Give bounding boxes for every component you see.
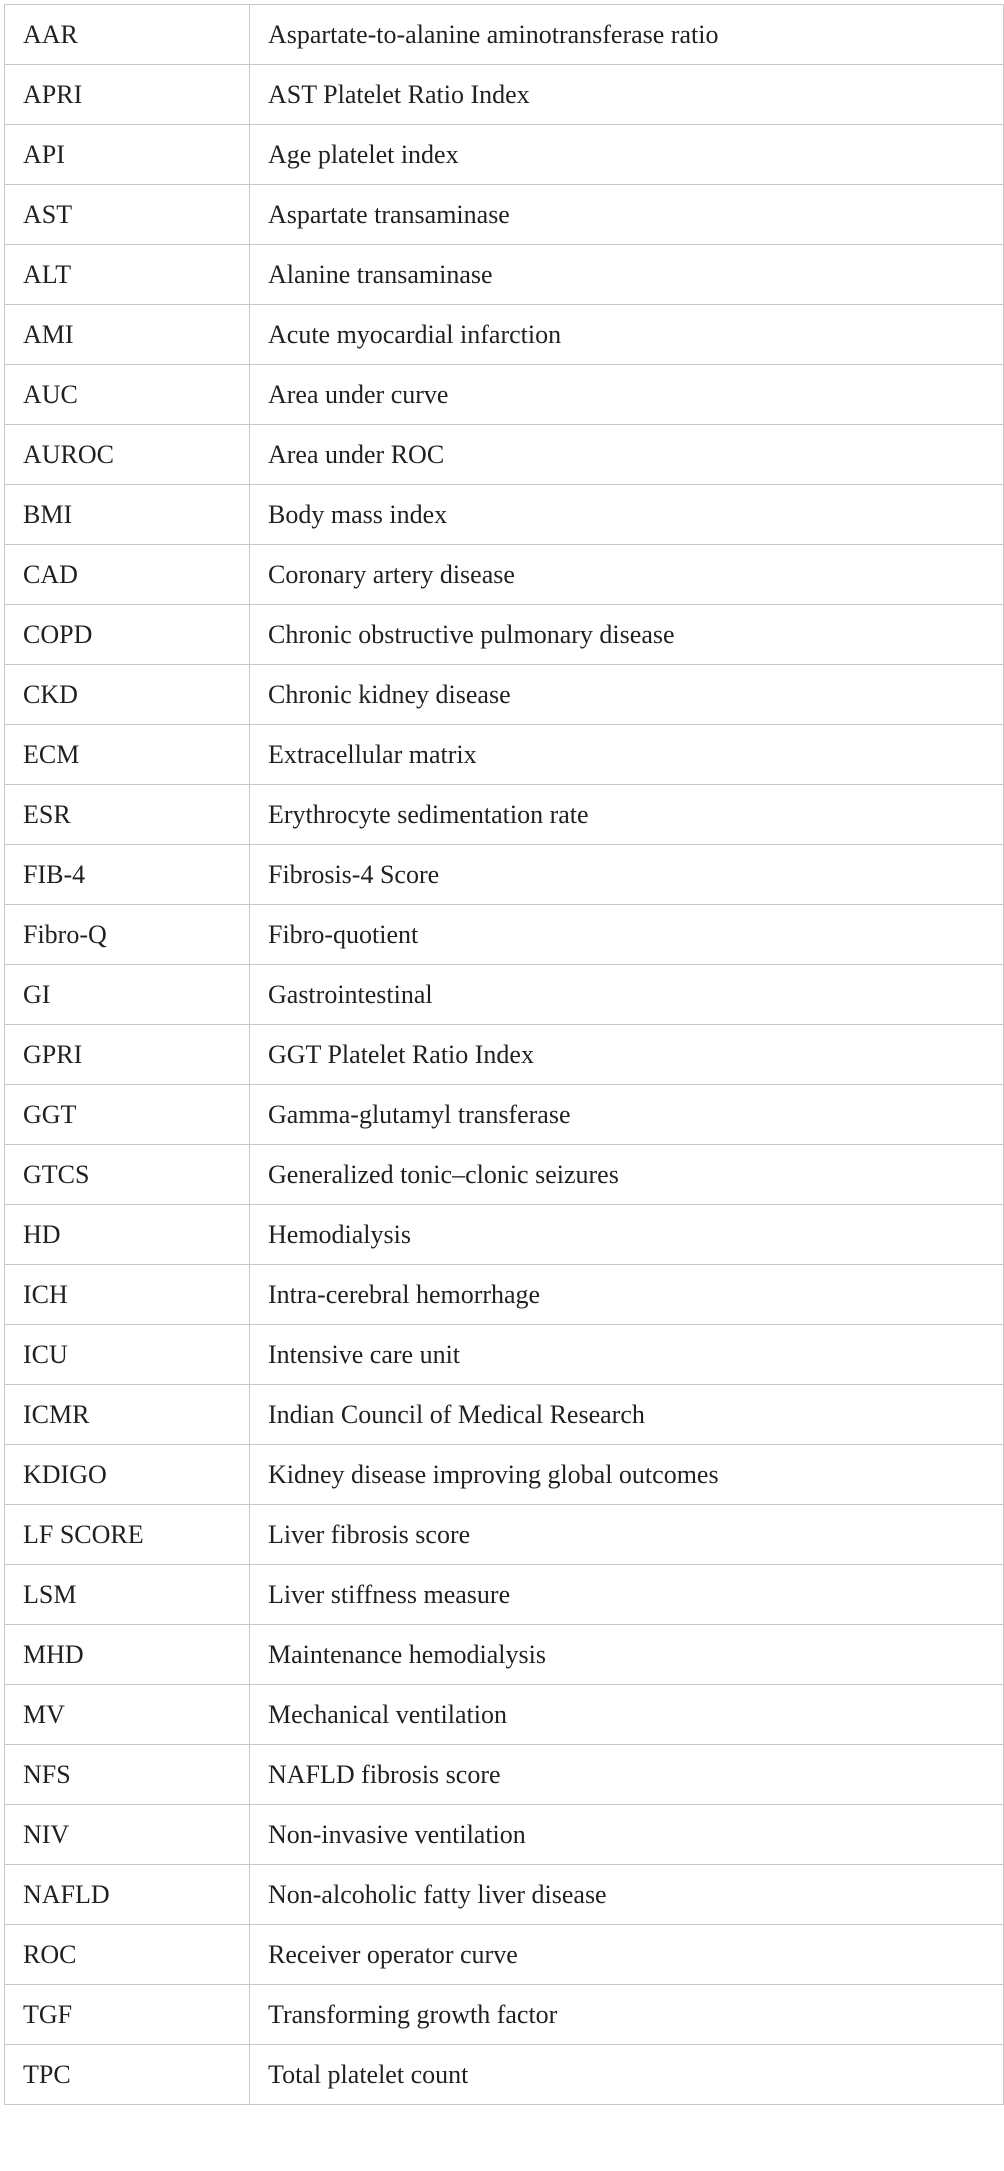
table-row [5, 1985, 1004, 2045]
table-row [5, 125, 1004, 185]
table-row [5, 1145, 1004, 1205]
table-row [5, 305, 1004, 365]
table-row [5, 1565, 1004, 1625]
table-row [5, 1265, 1004, 1325]
abbreviation-cell: GTCS [5, 1145, 250, 1205]
table-row [5, 1325, 1004, 1385]
table-row [5, 665, 1004, 725]
definition-cell: Generalized tonic–clonic seizures [250, 1145, 1004, 1205]
definition-cell: Aspartate transaminase [250, 185, 1004, 245]
abbreviation-cell: ROC [5, 1925, 250, 1985]
abbreviation-cell: NAFLD [5, 1865, 250, 1925]
definition-cell: Fibrosis-4 Score [250, 845, 1004, 905]
table-row [5, 785, 1004, 845]
table-row [5, 1085, 1004, 1145]
abbreviation-cell: NFS [5, 1745, 250, 1805]
abbreviation-cell: BMI [5, 485, 250, 545]
table-row [5, 1505, 1004, 1565]
table-row [5, 2045, 1004, 2105]
definition-cell: Intensive care unit [250, 1325, 1004, 1385]
abbreviation-cell: FIB-4 [5, 845, 250, 905]
definition-cell: Gamma-glutamyl transferase [250, 1085, 1004, 1145]
definition-cell: Acute myocardial infarction [250, 305, 1004, 365]
definition-cell: Non-invasive ventilation [250, 1805, 1004, 1865]
table-row [5, 1625, 1004, 1685]
table-row [5, 545, 1004, 605]
definition-cell: Total platelet count [250, 2045, 1004, 2105]
abbreviation-cell: KDIGO [5, 1445, 250, 1505]
definition-cell: Body mass index [250, 485, 1004, 545]
definition-cell: Intra-cerebral hemorrhage [250, 1265, 1004, 1325]
abbreviation-cell: ICMR [5, 1385, 250, 1445]
abbreviation-cell: AUROC [5, 425, 250, 485]
abbreviation-cell: COPD [5, 605, 250, 665]
table-row [5, 365, 1004, 425]
abbreviation-cell: MHD [5, 1625, 250, 1685]
abbreviation-cell: GGT [5, 1085, 250, 1145]
definition-cell: Aspartate-to-alanine aminotransferase ratio [250, 5, 1004, 65]
abbreviation-cell: ICU [5, 1325, 250, 1385]
abbreviation-cell: AAR [5, 5, 250, 65]
definition-cell: NAFLD fibrosis score [250, 1745, 1004, 1805]
abbreviation-cell: AST [5, 185, 250, 245]
definition-cell: GGT Platelet Ratio Index [250, 1025, 1004, 1085]
definition-cell: Coronary artery disease [250, 545, 1004, 605]
definition-cell: Mechanical ventilation [250, 1685, 1004, 1745]
abbreviation-cell: NIV [5, 1805, 250, 1865]
abbreviation-cell: LSM [5, 1565, 250, 1625]
definition-cell: Area under curve [250, 365, 1004, 425]
table-row [5, 1925, 1004, 1985]
abbreviation-cell: API [5, 125, 250, 185]
abbreviation-cell: AUC [5, 365, 250, 425]
table-row [5, 1685, 1004, 1745]
abbreviation-cell: LF SCORE [5, 1505, 250, 1565]
abbreviation-cell: ECM [5, 725, 250, 785]
definition-cell: Alanine transaminase [250, 245, 1004, 305]
abbreviation-cell: ESR [5, 785, 250, 845]
abbreviation-cell: CKD [5, 665, 250, 725]
abbreviation-cell: CAD [5, 545, 250, 605]
definition-cell: AST Platelet Ratio Index [250, 65, 1004, 125]
abbreviation-cell: HD [5, 1205, 250, 1265]
abbreviation-cell: Fibro-Q [5, 905, 250, 965]
abbreviation-cell: ALT [5, 245, 250, 305]
definition-cell: Chronic obstructive pulmonary disease [250, 605, 1004, 665]
table-row [5, 5, 1004, 65]
table-row [5, 425, 1004, 485]
abbreviation-cell: GI [5, 965, 250, 1025]
table-row [5, 485, 1004, 545]
table-row [5, 725, 1004, 785]
definition-cell: Extracellular matrix [250, 725, 1004, 785]
definition-cell: Fibro-quotient [250, 905, 1004, 965]
definition-cell: Gastrointestinal [250, 965, 1004, 1025]
abbreviations-table-body [5, 5, 1004, 2105]
definition-cell: Maintenance hemodialysis [250, 1625, 1004, 1685]
definition-cell: Kidney disease improving global outcomes [250, 1445, 1004, 1505]
table-row [5, 1385, 1004, 1445]
table-row [5, 605, 1004, 665]
abbreviation-cell: TPC [5, 2045, 250, 2105]
table-row [5, 1745, 1004, 1805]
abbreviation-cell: ICH [5, 1265, 250, 1325]
abbreviation-cell: APRI [5, 65, 250, 125]
table-row [5, 1865, 1004, 1925]
definition-cell: Transforming growth factor [250, 1985, 1004, 2045]
table-row [5, 185, 1004, 245]
abbreviations-table [4, 4, 1004, 2105]
definition-cell: Indian Council of Medical Research [250, 1385, 1004, 1445]
table-row [5, 1805, 1004, 1865]
table-row [5, 905, 1004, 965]
definition-cell: Non-alcoholic fatty liver disease [250, 1865, 1004, 1925]
table-row [5, 845, 1004, 905]
definition-cell: Age platelet index [250, 125, 1004, 185]
definition-cell: Hemodialysis [250, 1205, 1004, 1265]
abbreviation-cell: TGF [5, 1985, 250, 2045]
table-row [5, 65, 1004, 125]
definition-cell: Erythrocyte sedimentation rate [250, 785, 1004, 845]
table-row [5, 1445, 1004, 1505]
table-row [5, 245, 1004, 305]
definition-cell: Liver fibrosis score [250, 1505, 1004, 1565]
definition-cell: Receiver operator curve [250, 1925, 1004, 1985]
abbreviation-cell: MV [5, 1685, 250, 1745]
abbreviation-cell: GPRI [5, 1025, 250, 1085]
table-row [5, 965, 1004, 1025]
definition-cell: Chronic kidney disease [250, 665, 1004, 725]
abbreviation-cell: AMI [5, 305, 250, 365]
table-row [5, 1205, 1004, 1265]
definition-cell: Liver stiffness measure [250, 1565, 1004, 1625]
table-row [5, 1025, 1004, 1085]
definition-cell: Area under ROC [250, 425, 1004, 485]
